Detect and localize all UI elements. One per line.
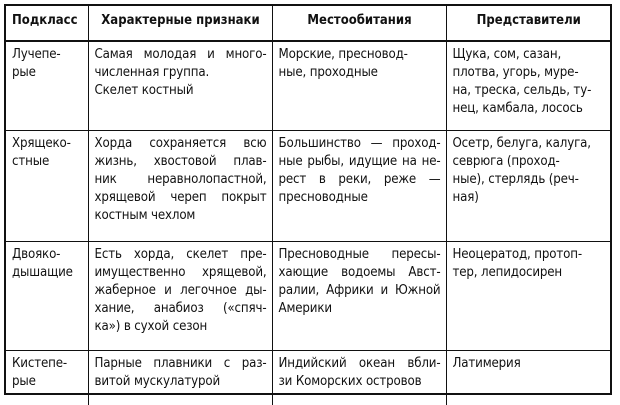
- representatives-cell: [446, 41, 610, 131]
- cell-line: Двояко-: [12, 246, 83, 264]
- cell-line: нец, камбала, лосось: [453, 100, 606, 118]
- cell-line: имущественно хрящевой,: [95, 264, 267, 282]
- cell-line: рые: [12, 373, 83, 391]
- table-row: [6, 41, 610, 131]
- cell-line: ные), стерлядь (реч-: [453, 171, 606, 189]
- cell-line: Парные плавники с раз-: [95, 355, 267, 373]
- cell-line: хающие водоемы Авст-: [279, 264, 441, 282]
- cell-line: Щука, сом, сазан,: [453, 46, 606, 64]
- cell-line: хрящевой череп покрыт: [95, 189, 267, 207]
- cell-line: Осетр, белуга, калуга,: [453, 135, 606, 153]
- cell-line: ная): [453, 189, 606, 207]
- cell-line: костным чехлом: [95, 207, 267, 225]
- subclass-cell: [6, 131, 88, 242]
- cell-line: рест в реки, реже —: [279, 171, 441, 189]
- cell-line: зи Коморских островов: [279, 373, 441, 391]
- habitat-cell: [272, 242, 446, 351]
- cell-line: плотва, угорь, муре-: [453, 64, 606, 82]
- table-row: [6, 242, 610, 351]
- features-cell: [88, 41, 272, 131]
- header-habitat: Местообитания: [272, 6, 446, 41]
- cell-line: рые: [12, 64, 83, 82]
- features-cell: [88, 242, 272, 351]
- cell-line: ник неравнолопастной,: [95, 171, 267, 189]
- habitat-cell: [272, 131, 446, 242]
- cell-line: Неоцератод, протоп-: [453, 246, 606, 264]
- habitat-cell: [272, 351, 446, 405]
- cell-line: Кистепе-: [12, 355, 83, 373]
- cell-line: ка») в сухой сезон: [95, 318, 267, 336]
- habitat-cell: [272, 41, 446, 131]
- header-representatives: Представители: [446, 6, 610, 41]
- cell-line: Латимерия: [453, 355, 606, 373]
- cell-line: стные: [12, 153, 83, 171]
- cell-line: Скелет костный: [95, 82, 267, 100]
- subclass-cell: [6, 242, 88, 351]
- cell-line: тер, лепидосирен: [453, 264, 606, 282]
- cell-line: Пресноводные пересы-: [279, 246, 441, 264]
- cell-line: ралии, Африки и Южной: [279, 282, 441, 300]
- header-row: [6, 6, 610, 41]
- fish-classification-table: [6, 6, 610, 405]
- features-cell: [88, 351, 272, 405]
- table-row: [6, 351, 610, 405]
- subclass-cell: [6, 351, 88, 405]
- cell-line: пресноводные: [279, 189, 441, 207]
- cell-line: Есть хорда, скелет пре-: [95, 246, 267, 264]
- table-row: [6, 131, 610, 242]
- cell-line: Америки: [279, 300, 441, 318]
- fish-classification-table-frame: [4, 4, 612, 395]
- cell-line: жаберное и легочное ды-: [95, 282, 267, 300]
- cell-line: Хрящеко-: [12, 135, 83, 153]
- cell-line: Хорда сохраняется всю: [95, 135, 267, 153]
- features-cell: [88, 131, 272, 242]
- subclass-cell: [6, 41, 88, 131]
- header-features: Характерные признаки: [88, 6, 272, 41]
- cell-line: хание, анабиоз («спяч-: [95, 300, 267, 318]
- cell-line: жизнь, хвостовой плав-: [95, 153, 267, 171]
- cell-line: Индийский океан вбли-: [279, 355, 441, 373]
- cell-line: на, треска, сельдь, ту-: [453, 82, 606, 100]
- cell-line: дышащие: [12, 264, 83, 282]
- cell-line: Лучепе-: [12, 46, 83, 64]
- header-subclass: Подкласс: [6, 6, 88, 41]
- cell-line: ные, проходные: [279, 64, 441, 82]
- cell-line: витой мускулатурой: [95, 373, 267, 391]
- cell-line: Морские, пресновод-: [279, 46, 441, 64]
- representatives-cell: [446, 131, 610, 242]
- representatives-cell: [446, 242, 610, 351]
- cell-line: численная группа.: [95, 64, 267, 82]
- cell-line: Большинство — проход-: [279, 135, 441, 153]
- representatives-cell: [446, 351, 610, 405]
- cell-line: Самая молодая и много-: [95, 46, 267, 64]
- cell-line: ные рыбы, идущие на не-: [279, 153, 441, 171]
- cell-line: севрюга (проход-: [453, 153, 606, 171]
